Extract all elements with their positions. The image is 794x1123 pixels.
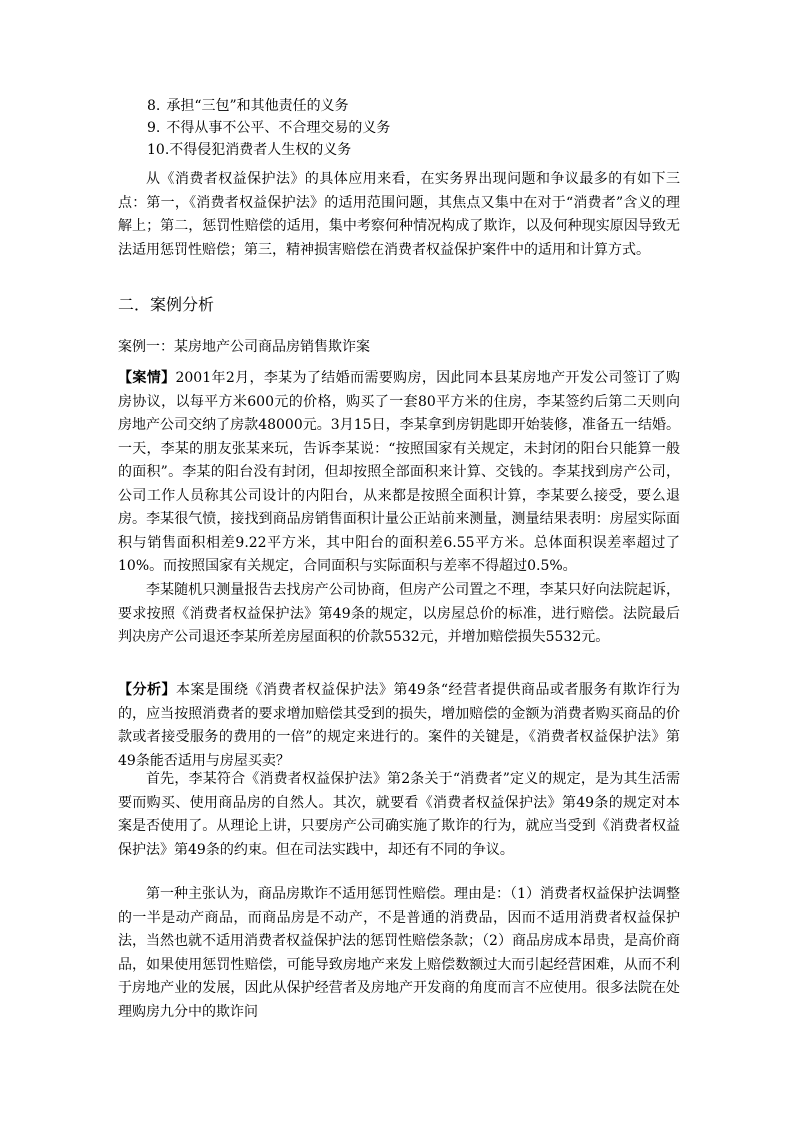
list-item-text: 承担“三包”和其他责任的义务: [166, 98, 349, 114]
first-point-paragraph: 首先，李某符合《消费者权益保护法》第2条关于“消费者”定义的规定，是为其生活需要而购买、使用商品房的自然人。其次，就要看《消费者权益保护法》第49条的规定对本案是否使用了。从理论上讲，只要房产公司确实施了欺诈的行为，就应当受到《消费者权益保护法》第49条的约束。但在司法实践中，却还有不同的争议。: [118, 771, 680, 858]
list-item-number: 8.: [147, 98, 161, 114]
case-court-paragraph: 李某随机只测量报告去找房产公司协商，但房产公司置之不理，李某只好向法院起诉，要求按照《消费者权益保护法》第49条的规定，以房屋总价的标准，进行赔偿。法院最后判决房产公司退还李某所差房屋面积的价款5532元，并增加赔偿损失5532元。: [118, 582, 680, 645]
view-one-paragraph: 第一种主张认为，商品房欺诈不适用惩罚性赔偿。理由是：（1）消费者权益保护法调整的一半是动产商品，而商品房是不动产，不是普通的消费品，因而不适用消费者权益保护法，当然也就不适用消费者权益保护法的惩罚性赔偿条款；（2）商品房成本昂贵，是高价商品，如果使用惩罚性赔偿，可能导致房地产来发上赔偿数额过大而引起经营困难，从而不利于房地产业的发展，因此从保护经营者及房地产开发商的角度而言不应使用。很多法院在处理购房九分中的欺诈问: [118, 886, 680, 1020]
list-item-number: 10.: [147, 142, 170, 158]
analysis-paragraph: [118, 679, 680, 773]
obligation-list: [147, 95, 667, 161]
section-heading: 二．案例分析: [118, 295, 215, 314]
intro-paragraph: 从《消费者权益保护法》的具体应用来看，在实务界出现问题和争议最多的有如下三点：第一，《消费者权益保护法》的适用范围问题，其焦点又集中在对于“消费者”含义的理解上；第二，惩罚性赔偿的适用，集中考察何种情况构成了欺诈，以及何种现实原因导致无法适用惩罚性赔偿；第三，精神损害赔偿在消费者权益保护案件中的适用和计算方式。: [118, 171, 680, 258]
analysis-text: 本案是围绕《消费者权益保护法》第49条“经营者提供商品或者服务有欺诈行为的，应当按照消费者的要求增加赔偿其受到的损失，增加赔偿的金额为消费者购买商品的价款或者接受服务的费用的一倍”的规定来进行的。案件的关键是，《消费者权益保护法》第49条能否适用与房屋买卖？: [118, 682, 680, 769]
list-item: [147, 95, 667, 117]
case-title: 案例一：某房地产公司商品房销售欺诈案: [118, 339, 370, 355]
list-item: [147, 139, 667, 161]
list-item-text: 不得侵犯消费者人生权的义务: [169, 142, 352, 158]
list-item: [147, 117, 667, 139]
analysis-tag: 【分析】: [118, 682, 177, 698]
case-facts-tag: 【案情】: [118, 370, 176, 386]
case-facts-text: 2001年2月，李某为了结婚而需要购房，因此同本县某房地产开发公司签订了购房协议，以每平方米600元的价格，购买了一套80平方米的住房，李某签约后第二天则向房地产公司交纳了房款48000元。3月15日，李某拿到房钥匙即开始装修，准备五一结婚。一天，李某的朋友张某来玩，告诉李某说：“按照国家有关规定，未封闭的阳台只能算一般的面积”。李某的阳台没有封闭，但却按照全部面积来计算、交钱的。李某找到房产公司，公司工作人员称其公司设计的内阳台，从来都是按照全面积计算，李某要么接受，要么退房。李某很气愤，接找到商品房销售面积计量公正站前来测量，测量结果表明：房屋实际面积与销售面积相差9.22平方米，其中阳台的面积差6.55平方米。总体面积误差率超过了10%。而按照国家有关规定，合同面积与实际面积与差率不得超过0.5%。: [118, 370, 681, 574]
list-item-text: 不得从事不公平、不合理交易的义务: [166, 120, 391, 136]
list-item-number: 9.: [147, 120, 161, 136]
case-facts-paragraph: [118, 367, 680, 579]
